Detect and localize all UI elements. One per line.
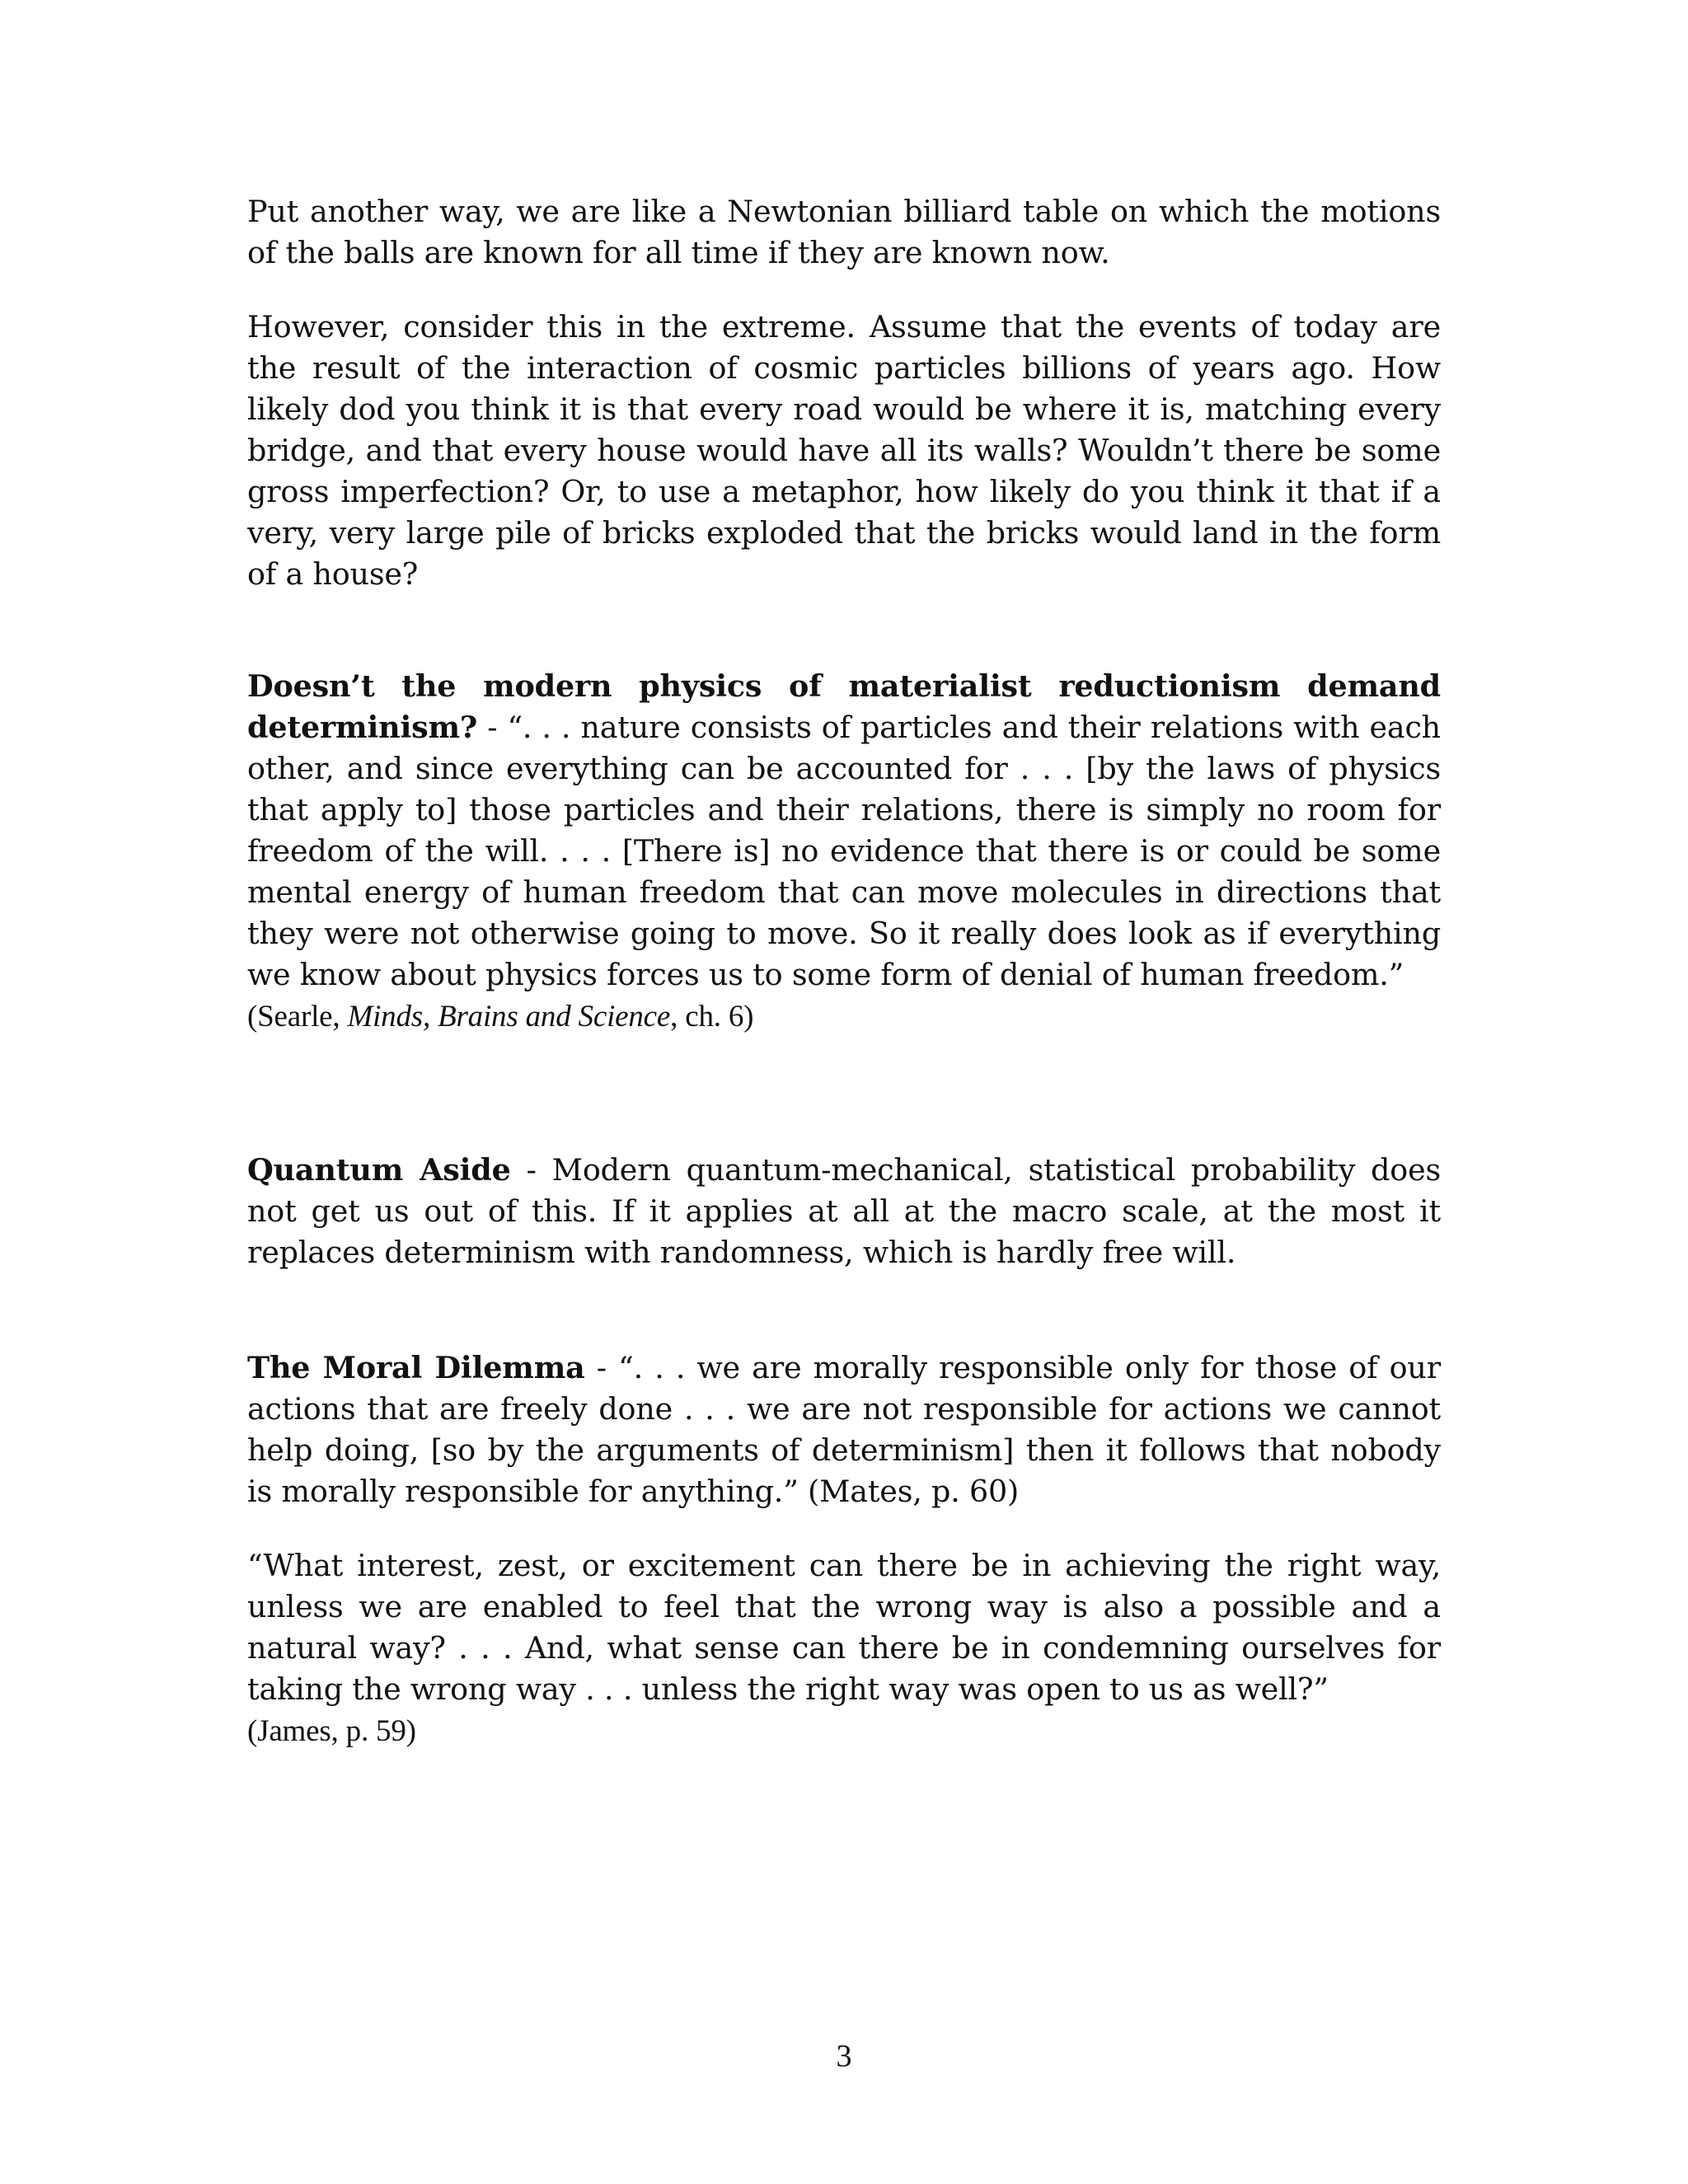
determinism-quote: - “. . . nature consists of particles and their relations with each other, and since everything can be accounted for . . . [by the laws of physics that apply to] those particles and their relations, there is simply no room for freedom of the will. . . . [There is] no evidence that there is or could be some mental energy of human freedom that can move molecules in directions that they were not otherwise going to move. So it really does look as if everything we know about physics forces us to some form of denial of human freedom.” <box>247 710 1441 992</box>
paragraph-extreme-case: However, consider this in the extreme. Assume that the events of today are the result of the interaction of cosmic particles billions of years ago. How likely dod you think it is that every road would be where it is, matching every bridge, and that every house would have all its walls? Wouldn’t there be some gross imperfection? Or, to use a metaphor, how likely do you think it that if a very, very large pile of bricks exploded that the bricks would land in the form of a house? <box>247 309 1441 592</box>
quantum-text: - Modern quantum-mechanical, statistical probability does not get us out of this. If it applies at all at the macro scale, at the most it replaces determinism with randomness, which is hardly free will. <box>247 1152 1441 1270</box>
quantum-heading: Quantum Aside <box>247 1152 511 1188</box>
searle-book-title: Minds, Brains and Science <box>347 1000 671 1033</box>
moral-text: - “. . . we are morally responsible only for those of our actions that are freely done . . . we are not responsible for actions we cannot help doing, [so by the arguments of determinism] then it follows that nobody is morally responsible for anything.” (Mates, p. 60) <box>247 1350 1441 1509</box>
james-quote: “What interest, zest, or excitement can there be in achieving the right way, unless we are enabled to feel that the wrong way is also a possible and a natural way? . . . And, what sense can there be in condemning ourselves for taking the wrong way . . . unless the right way was open to us as well?” <box>247 1548 1441 1707</box>
paragraph-james-quote <box>247 1545 1441 1752</box>
james-citation: (James, p. 59) <box>247 1714 416 1748</box>
searle-citation <box>247 1000 753 1033</box>
paragraph-billiard-table: Put another way, we are like a Newtonian billiard table on which the motions of the balls are known for all time if they are known now. <box>247 194 1441 270</box>
searle-citation-prefix: (Searle, <box>247 1000 348 1033</box>
moral-heading: The Moral Dilemma <box>247 1350 585 1385</box>
section-moral-dilemma <box>247 1347 1441 1512</box>
page-content <box>247 191 1441 1752</box>
determinism-heading: Doesn’t the modern physics of materialist reductionism demand determinism? <box>247 668 1441 745</box>
section-determinism <box>247 666 1441 1038</box>
section-quantum-aside <box>247 1150 1441 1273</box>
searle-citation-suffix: , ch. 6) <box>670 1000 754 1033</box>
page-number: 3 <box>836 2039 852 2074</box>
